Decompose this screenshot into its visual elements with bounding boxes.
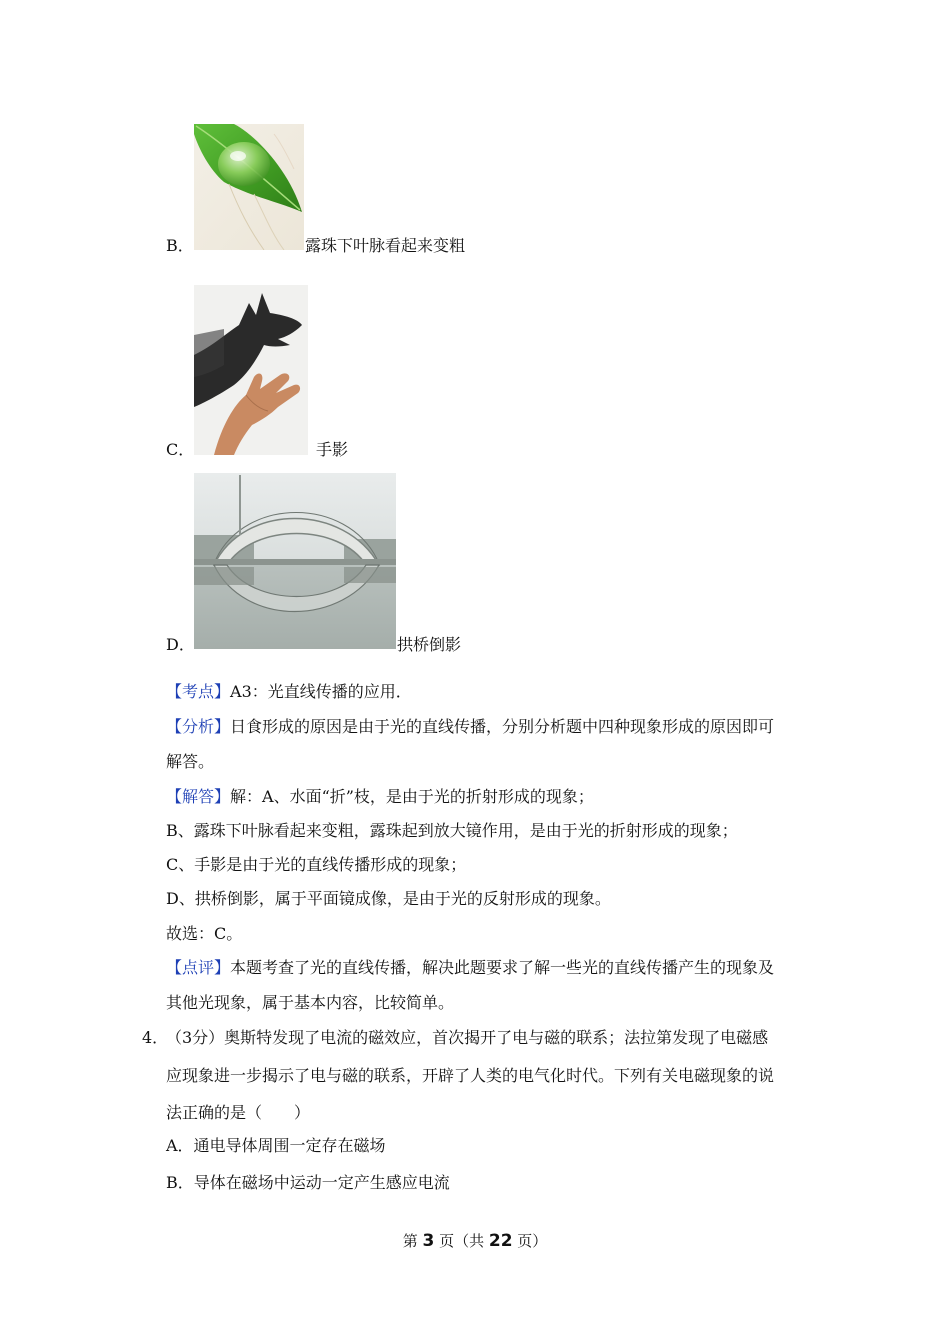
page-footer	[0, 1230, 950, 1251]
question-4-line-3: 法正确的是（ ）	[166, 1103, 311, 1122]
question-4-option-a: A．通电导体周围一定存在磁场	[166, 1136, 386, 1155]
fenxi-line-1	[166, 717, 774, 737]
dianping-text-1: 本题考查了光的直线传播，解决此题要求了解一些光的直线传播产生的现象及	[230, 958, 775, 977]
jieda-line-2: B、露珠下叶脉看起来变粗，露珠起到放大镜作用，是由于光的折射形成的现象；	[166, 821, 738, 840]
jieda-line-4: D、拱桥倒影，属于平面镜成像，是由于光的反射形成的现象。	[166, 889, 611, 908]
dianping-tag: 【点评】	[166, 958, 231, 977]
jieda-line-5: 故选：C。	[166, 924, 243, 943]
option-d-letter: D．	[166, 635, 195, 654]
fenxi-line-2: 解答。	[166, 752, 215, 771]
question-4-number: 4．	[142, 1028, 169, 1047]
question-4-line-2: 应现象进一步揭示了电与磁的联系，开辟了人类的电气化时代。下列有关电磁现象的说	[166, 1066, 775, 1085]
option-b-caption: 露珠下叶脉看起来变粗	[305, 236, 466, 255]
kaodian-text: A3：光直线传播的应用．	[230, 682, 412, 701]
jieda-line-3: C、手影是由于光的直线传播形成的现象；	[166, 855, 467, 874]
dianping-line-2: 其他光现象，属于基本内容，比较简单。	[166, 993, 455, 1012]
option-c-caption: 手影	[316, 440, 349, 459]
footer-middle: 页（共	[434, 1232, 489, 1250]
question-4-option-b: B．导体在磁场中运动一定产生感应电流	[166, 1173, 450, 1192]
kaodian-tag: 【考点】	[166, 682, 231, 701]
footer-suffix: 页）	[512, 1232, 548, 1250]
footer-total-pages: 22	[488, 1231, 513, 1251]
kaodian-line	[166, 682, 412, 702]
fenxi-text-1: 日食形成的原因是由于光的直线传播，分别分析题中四种现象形成的原因即可	[230, 717, 775, 736]
fenxi-tag: 【分析】	[166, 717, 231, 736]
footer-prefix: 第	[402, 1232, 423, 1250]
hand-shadow-image	[194, 285, 308, 455]
jieda-line-1	[166, 787, 594, 807]
question-4-line-1: （3分）奥斯特发现了电流的磁效应，首次揭开了电与磁的联系；法拉第发现了电磁感	[166, 1028, 769, 1047]
option-d-caption: 拱桥倒影	[397, 635, 462, 654]
jieda-tag: 【解答】	[166, 787, 231, 806]
option-c-letter: C．	[166, 440, 195, 459]
footer-page-number: 3	[422, 1231, 435, 1251]
option-b-letter: B．	[166, 236, 194, 255]
leaf-dewdrop-image	[194, 124, 304, 250]
dianping-line-1	[166, 958, 774, 978]
jieda-text-1: 解：A、水面“折”枝，是由于光的折射形成的现象；	[230, 787, 594, 806]
arch-bridge-reflection-image	[194, 473, 396, 649]
